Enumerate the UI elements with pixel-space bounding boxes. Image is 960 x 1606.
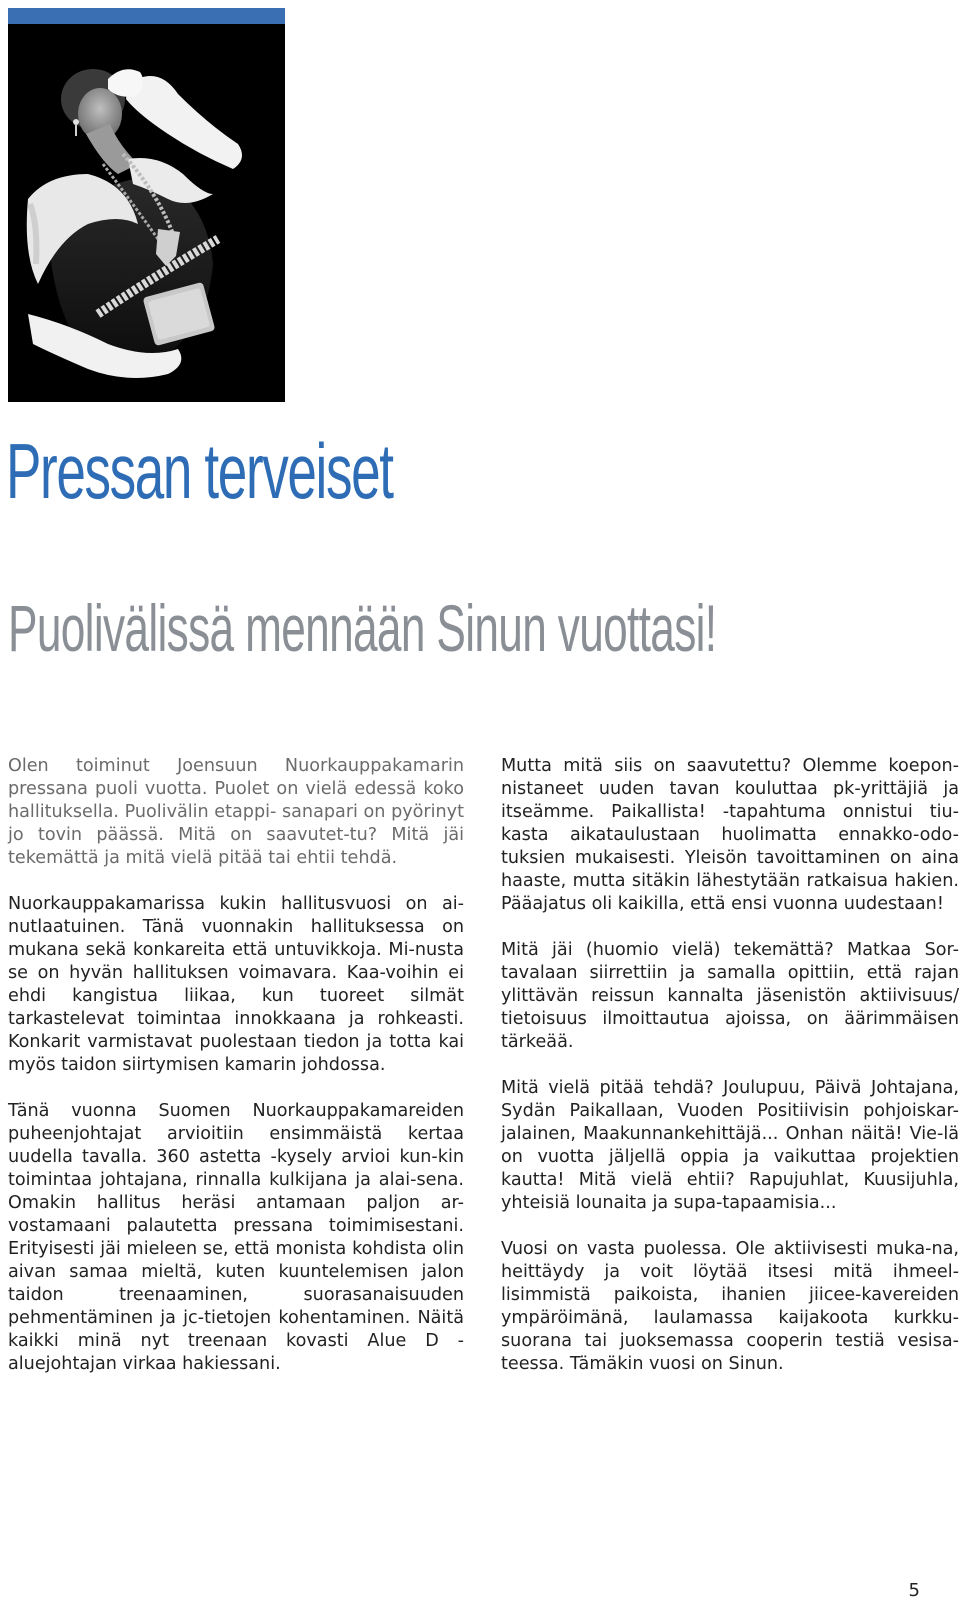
left-paragraph-2: Nuorkauppakamarissa kukin hallitusvuosi on ai-nutlaatuinen. Tänä vuonnakin hallituksessa on mukana sekä konkareita että untuvikkoja. Mi-nusta se on hyvän hallituksen voimavara. Kaa-voihin ei ehdi kangistua liikaa, kun tuoreet silmät tarkastelevat toimintaa innokkaana ja rohkeasti. Konkarit varmistavat puolestaan tiedon ja totta kai myös taidon siirtymisen kamarin johdossa. xyxy=(8,894,464,1075)
page-subtitle: Puolivälissä mennään Sinun vuottasi! xyxy=(8,591,717,665)
right-paragraph-3: Mitä vielä pitää tehdä? Joulupuu, Päivä Johtajana, Sydän Paikallaan, Vuoden Positiivisin pohjoiskar-jalainen, Maakunnankehittäjä... Onhan näitä! Vie-lä on vuotta jäljellä oppia ja vaikuttaa projektien kautta! Mitä vielä ehtii? Rapujuhlat, Kuusijuhla, yhteisiä lounaita ja supa-tapaamisia... xyxy=(501,1078,959,1213)
page-title: Pressan terveiset xyxy=(6,427,393,515)
right-paragraph-4: Vuosi on vasta puolessa. Ole aktiivisesti muka-na, heittäydy ja voit löytää itsesi mitä ihmeel-lisimmistä paikoista, ihanien jiicee-kavereiden ympäröimänä, laulamassa kaijakoota kurkku-suorana tai juoksemassa cooperin testiä vesisa-teessa. Tämäkin vuosi on Sinun. xyxy=(501,1239,959,1374)
left-paragraph-1: Olen toiminut Joensuun Nuorkauppakamarin pressana puoli vuotta. Puolet on vielä edessä koko hallituksella. Puolivälin etappi- sanapari on pyörinyt jo tovin päässä. Mitä on saavutet-tu? Mitä jäi tekemättä ja mitä vielä pitää tai ehtii tehdä. xyxy=(8,756,464,868)
portrait-photo xyxy=(8,24,285,402)
accent-bar xyxy=(8,8,285,24)
right-paragraph-1: Mutta mitä siis on saavutettu? Olemme koepon-nistaneet uuden tavan kouluttaa pk-yrittäjiä ja itseämme. Paikallista! -tapahtuma onnistui tiu-kasta aikataulustaan huolimatta ennakko-odo-tuksien mukaisesti. Yleisön tavoittaminen on aina haaste, mutta sitäkin lähestytään ratkaisua hakien. Pääajatus oli kaikilla, että ensi vuonna uudestaan! xyxy=(501,756,959,914)
right-paragraph-2: Mitä jäi (huomio vielä) tekemättä? Matkaa Sor-tavalaan siirrettiin ja samalla opittiin, että rajan ylittävän reissun kannalta jäsenistön aktiivisuus/ tietoisuus ilmoittautua ajoissa, on äärimmäisen tärkeää. xyxy=(501,940,959,1052)
right-column xyxy=(501,755,959,1399)
left-paragraph-3: Tänä vuonna Suomen Nuorkauppakamareiden puheenjohtajat arvioitiin ensimmäistä kertaa uudella tavalla. 360 astetta -kysely arvioi kun-kin toimintaa johtajana, rinnalla kulkijana ja alai-sena. Omakin hallitus heräsi antamaan paljon ar-vostamaani palautetta pressana toimimisestani. Erityisesti jäi mieleen se, että monista kohdista olin aivan samaa mieltä, kuten kuuntelemisen jalon taidon treenaaminen, suorasanaisuuden pehmentäminen ja jc-tietojen kohentaminen. Näitä kaikki minä nyt treenaan kovasti Alue D -aluejohtajan virkaa hakiessani. xyxy=(8,1101,464,1374)
page-number: 5 xyxy=(908,1580,920,1601)
left-column xyxy=(8,755,464,1399)
